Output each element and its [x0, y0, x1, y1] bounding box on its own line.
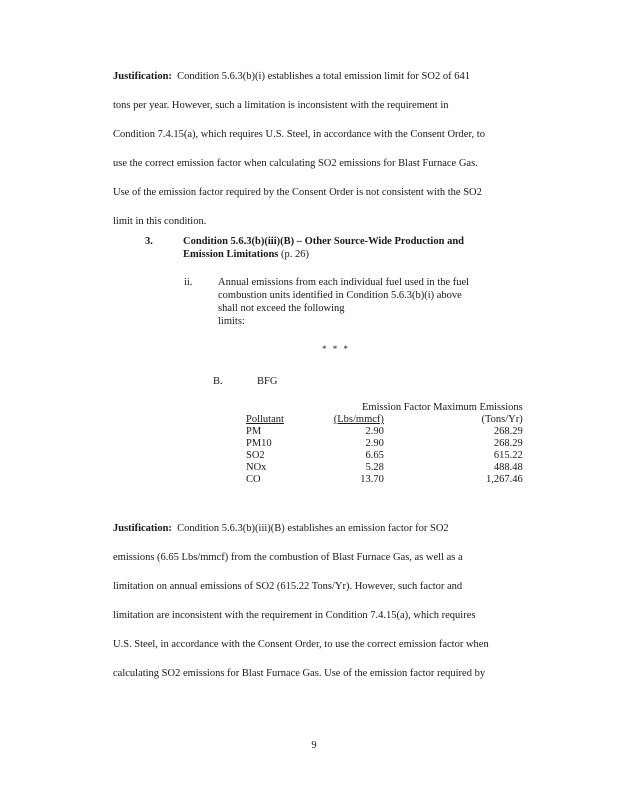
section-title: [183, 235, 533, 261]
paragraph-line: [113, 514, 545, 543]
paragraph-line: emissions (6.65 Lbs/mmcf) from the combustion of Blast Furnace Gas, as well as a: [113, 552, 463, 563]
paragraph-line: limitation on annual emissions of SO2 (615.22 Tons/Yr). However, such factor and: [113, 581, 463, 592]
max-cell: 488.48: [493, 462, 523, 473]
max-cell: 268.29: [493, 438, 523, 449]
emissions-table: [246, 402, 523, 486]
header-factor-max: [312, 402, 523, 414]
table-row: [246, 450, 523, 462]
header-maximum-emissions: Maximum Emissions: [433, 402, 523, 413]
paragraph-line: limitation are inconsistent with the requirement in Condition 7.4.15(a), which requires: [113, 610, 476, 621]
item-ii-label: ii.: [184, 277, 193, 288]
paragraph-line: use the correct emission factor when calculating SO2 emissions for Blast Furnace Gas.: [113, 158, 478, 169]
pollutant-cell: PM10: [246, 438, 272, 449]
max-cell: 268.29: [493, 426, 523, 437]
table-row: [246, 474, 523, 486]
justification-paragraph-1: [113, 62, 545, 236]
header-blank: [246, 402, 312, 414]
section-number: 3.: [145, 236, 153, 247]
section-title-line-2: [183, 248, 533, 261]
subsection-name: BFG: [257, 376, 278, 387]
max-cell: 615.22: [493, 450, 523, 461]
item-ii-line: limits:: [218, 316, 245, 327]
pollutant-cell: NOx: [246, 462, 267, 473]
table-row: [246, 438, 523, 450]
factor-cell: 13.70: [360, 474, 384, 485]
paragraph-line: limit in this condition.: [113, 216, 207, 227]
pollutant-cell: CO: [246, 474, 261, 485]
line-text: Condition 5.6.3(b)(i) establishes a total emission limit for SO2 of 641: [177, 71, 470, 82]
table-header-row: [246, 414, 523, 426]
header-factor-unit: (Lbs/mmcf): [333, 414, 384, 425]
table-header-row: [246, 402, 523, 414]
item-ii-line: shall not exceed the following: [218, 303, 345, 314]
paragraph-line: U.S. Steel, in accordance with the Consent Order, to use the correct emission factor when: [113, 639, 489, 650]
line-text: Condition 5.6.3(b)(iii)(B) establishes an emission factor for SO2: [177, 523, 449, 534]
paragraph-line: [113, 62, 545, 91]
paragraph-line: Use of the emission factor required by the Consent Order is not consistent with the SO2: [113, 187, 482, 198]
page-reference: (p. 26): [281, 249, 310, 260]
factor-cell: 5.28: [365, 462, 384, 473]
justification-label: Justification:: [113, 71, 172, 82]
page-number: 9: [311, 740, 317, 751]
paragraph-line: calculating SO2 emissions for Blast Furnace Gas. Use of the emission factor required by: [113, 668, 486, 679]
header-max-unit: (Tons/Yr): [481, 414, 523, 425]
header-pollutant: Pollutant: [246, 414, 284, 425]
pollutant-cell: SO2: [246, 450, 265, 461]
section-title-line-1: Condition 5.6.3(b)(iii)(B) – Other Source-Wide Production and: [183, 236, 464, 247]
pollutant-cell: PM: [246, 426, 262, 437]
item-ii-line: combustion units identified in Condition 5.6.3(b)(i) above: [218, 290, 462, 301]
justification-paragraph-2: [113, 514, 545, 688]
factor-cell: 6.65: [365, 450, 384, 461]
item-ii-text: [218, 276, 518, 328]
item-ii-line: Annual emissions from each individual fuel used in the fuel: [218, 277, 470, 288]
paragraph-line: Condition 7.4.15(a), which requires U.S. Steel, in accordance with the Consent Order, to: [113, 129, 485, 140]
header-emission-factor: Emission Factor: [362, 402, 431, 413]
omission-stars: * * *: [322, 344, 350, 354]
section-title-text: Emission Limitations: [183, 249, 279, 260]
factor-cell: 2.90: [365, 438, 384, 449]
max-cell: 1,267.46: [485, 474, 523, 485]
subsection-label: B.: [213, 376, 223, 387]
paragraph-line: tons per year. However, such a limitation is inconsistent with the requirement in: [113, 100, 449, 111]
justification-label: Justification:: [113, 523, 172, 534]
factor-cell: 2.90: [365, 426, 384, 437]
table-row: [246, 462, 523, 474]
table-row: [246, 426, 523, 438]
